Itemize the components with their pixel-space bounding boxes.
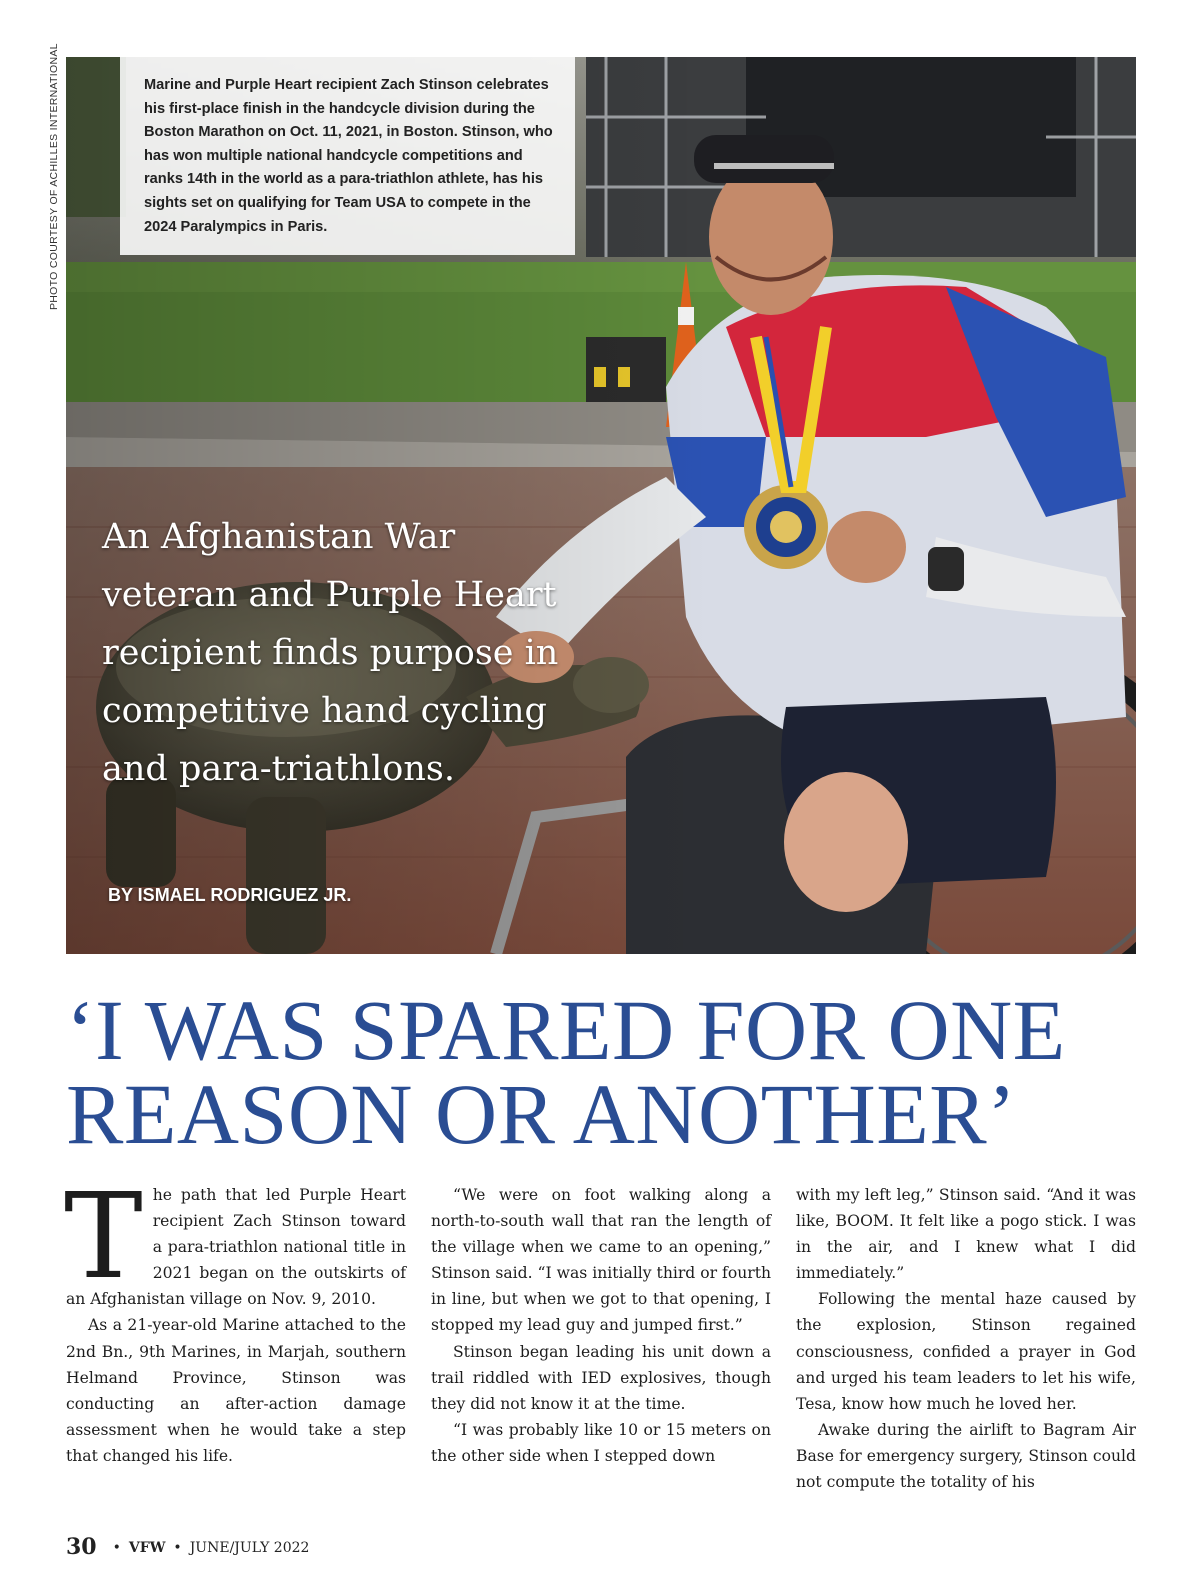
paragraph: Following the mental haze caused by the explosion, Stinson regained consciousness, confided a prayer in God and urged his team leaders to let his wife, Tesa, know how much he loved her.: [796, 1290, 1136, 1413]
issue-date: JUNE/JULY 2022: [189, 1540, 310, 1556]
paragraph: Stinson began leading his unit down a trail riddled with IED explosives, though they did not know it at the time.: [431, 1342, 771, 1413]
paragraph: As a 21-year-old Marine attached to the 2nd Bn., 9th Marines, in Marjah, southern Helmand Province, Stinson was conducting an after-action damage assessment when he would take a step that changed his life.: [66, 1316, 406, 1465]
paragraph: Awake during the airlift to Bagram Air Base for emergency surgery, Stinson could not compute the totality of his: [796, 1420, 1136, 1492]
article-column-3: [796, 1182, 1136, 1495]
bullet-separator: •: [173, 1540, 182, 1556]
paragraph: he path that led Purple Heart recipient Zach Stinson toward a para-triathlon national title in 2021 began on the outskirts of an Afghanistan village on Nov. 9, 2010.: [66, 1186, 406, 1309]
byline: BY ISMAEL RODRIGUEZ JR.: [108, 885, 352, 905]
article-column-2: [431, 1182, 771, 1469]
paragraph: with my left leg,” Stinson said. “And it was like, BOOM. It felt like a pogo stick. I was in the air, and I knew what I did immediately.”: [796, 1186, 1136, 1283]
article-deck: An Afghanistan War veteran and Purple Heart recipient finds purpose in competitive hand cycling and para-triathlons.: [102, 517, 559, 789]
paragraph: “I was probably like 10 or 15 meters on the other side when I stepped down: [431, 1420, 771, 1465]
magazine-name: VFW: [128, 1540, 166, 1556]
headline: ‘I WAS SPARED FOR ONE REASON OR ANOTHER’: [66, 982, 1066, 1162]
bullet-separator: •: [112, 1540, 121, 1556]
photo-caption: Marine and Purple Heart recipient Zach Stinson celebrates his first-place finish in the handcycle division during the Boston Marathon on Oct. 11, 2021, in Boston. Stinson, who has won multiple national handcycle competitions and ranks 14th in the world as a para-triathlon athlete, has his sights set on qualifying for Team USA to compete in the 2024 Paralympics in Paris.: [120, 57, 575, 255]
paragraph: “We were on foot walking along a north-to-south wall that ran the length of the village when we came to an opening,” Stinson said. “I was initially third or fourth in line, but when we got to that opening, I stopped my lead guy and jumped first.”: [431, 1186, 772, 1335]
page-number: 30: [66, 1534, 97, 1560]
drop-cap: T: [64, 1167, 143, 1305]
page-footer: [66, 1534, 309, 1560]
article-column-1: [64, 1167, 406, 1469]
photo-credit: PHOTO COURTESY OF ACHILLES INTERNATIONAL: [48, 43, 60, 310]
